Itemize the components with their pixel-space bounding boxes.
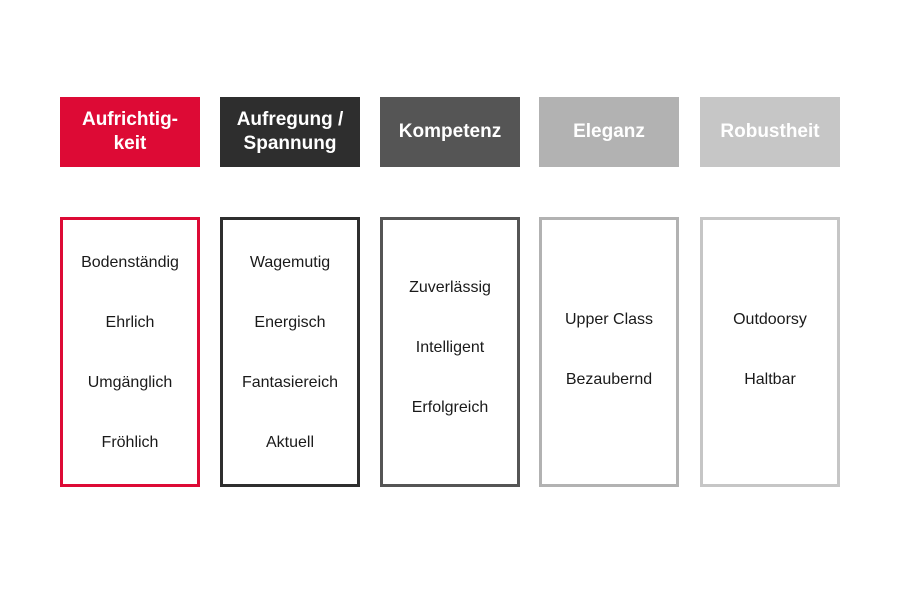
trait-item: Ehrlich — [105, 314, 155, 331]
column-header: Aufregung / Spannung — [220, 97, 360, 167]
trait-item: Bezaubernd — [565, 371, 653, 388]
trait-item: Aktuell — [265, 434, 315, 451]
trait-box — [539, 217, 679, 487]
trait-item: Fantasiereich — [241, 374, 339, 391]
trait-item: Fröhlich — [101, 434, 159, 451]
trait-item: Bodenständig — [81, 254, 179, 271]
column-header: Aufrichtig- keit — [60, 97, 200, 167]
column-eleganz — [539, 97, 679, 388]
trait-item: Erfolgreich — [411, 399, 489, 416]
column-aufrichtigkeit — [60, 97, 200, 451]
trait-box — [380, 217, 520, 487]
trait-item: Zuverlässig — [409, 279, 491, 296]
column-header: Eleganz — [539, 97, 679, 167]
trait-item: Outdoorsy — [733, 311, 807, 328]
column-aufregung-spannung — [220, 97, 360, 451]
trait-item: Upper Class — [564, 311, 654, 328]
column-robustheit — [700, 97, 840, 388]
trait-item: Haltbar — [744, 371, 796, 388]
column-header: Robustheit — [700, 97, 840, 167]
trait-box — [60, 217, 200, 487]
trait-item: Umgänglich — [87, 374, 173, 391]
trait-item: Energisch — [254, 314, 326, 331]
column-kompetenz — [380, 97, 520, 416]
column-header: Kompetenz — [380, 97, 520, 167]
trait-item: Intelligent — [415, 339, 485, 356]
trait-item: Wagemutig — [249, 254, 331, 271]
trait-box — [700, 217, 840, 487]
trait-box — [220, 217, 360, 487]
